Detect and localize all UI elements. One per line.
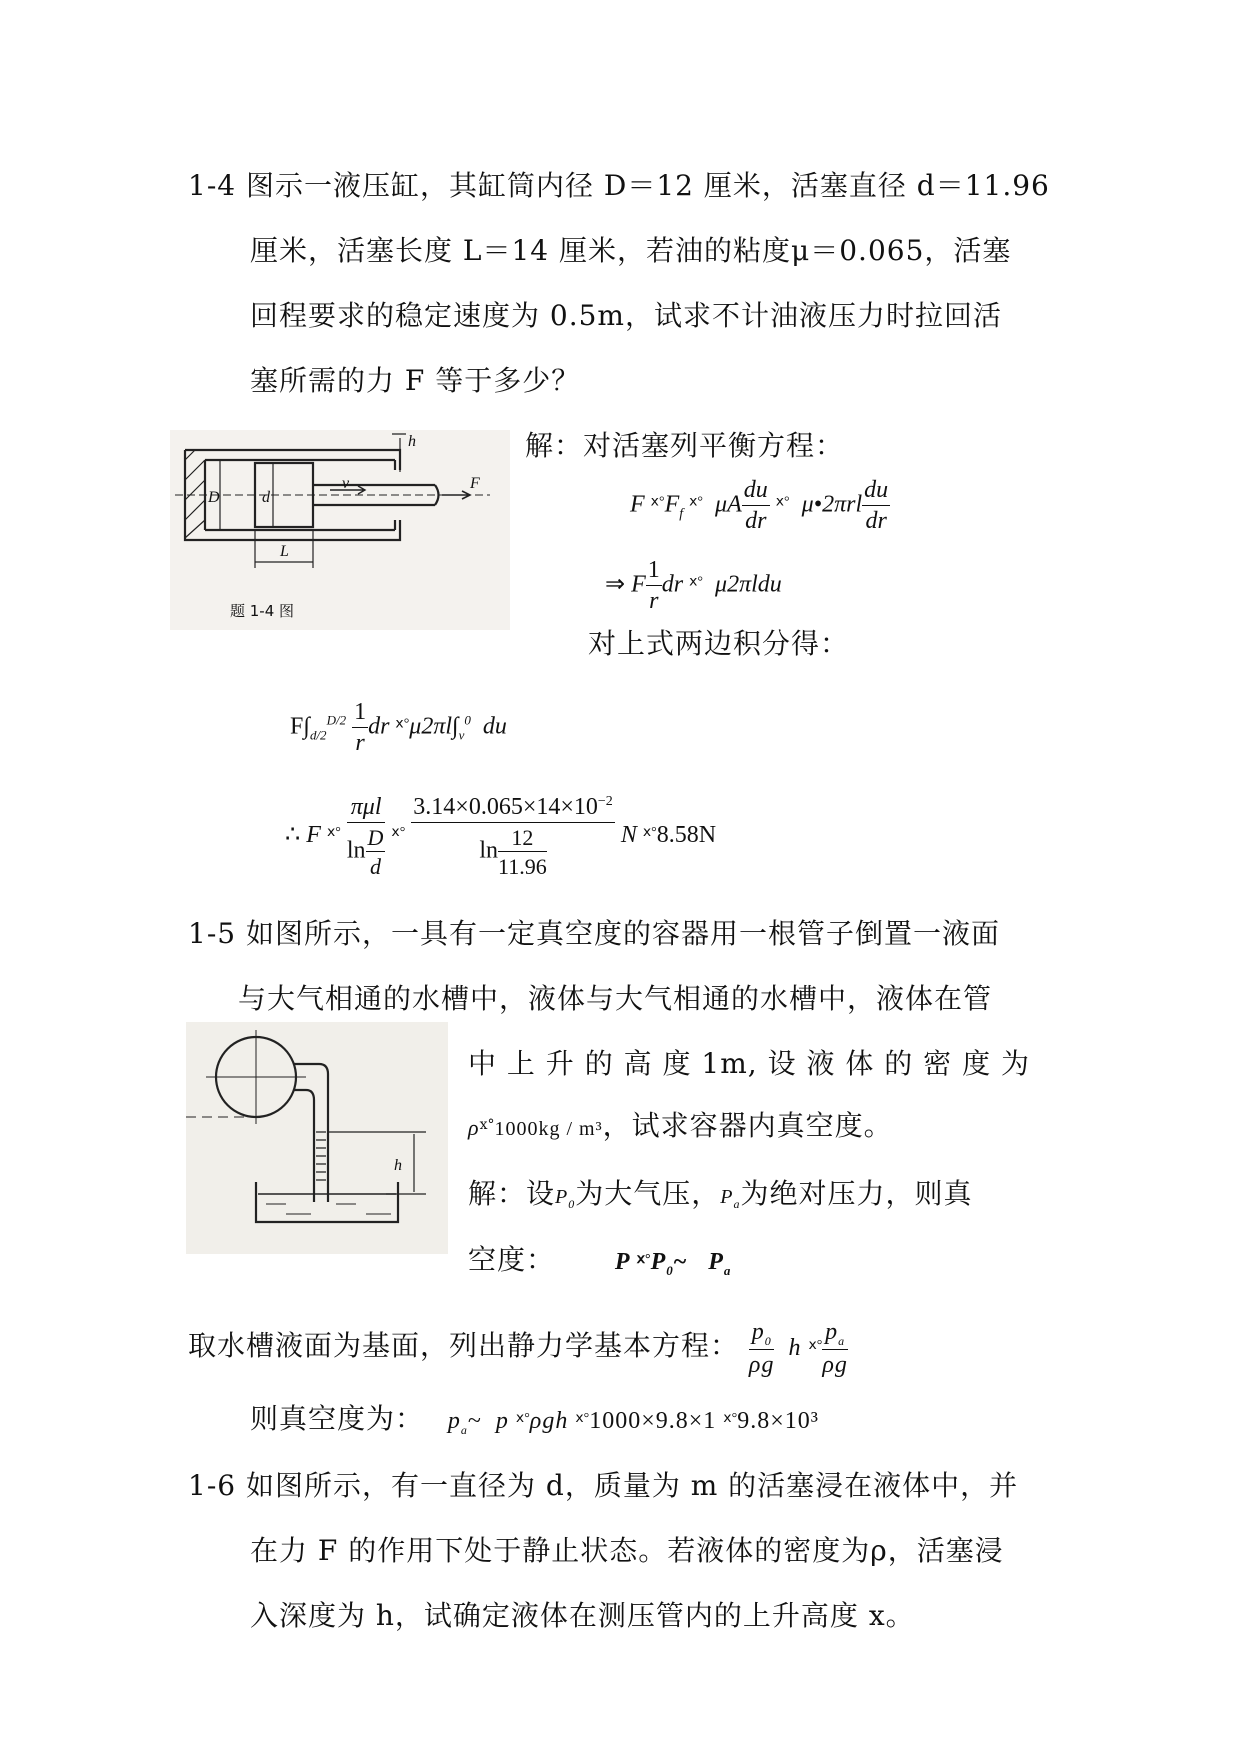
density-symbol: ρ [468,1115,480,1140]
result-den-num: 12 [498,826,547,852]
equation-result: ∴ F $^{ⅹ^\circ}$ πμl ln $\frac{D}{d}$ $^{ⅹ^\circ}$ $3.14\times 0.065\times 14\times 10^{-2}$ ln $\frac{12}{11.96}$ N $^{ⅹ^\circ}$8.58N [285,794,717,880]
base-line-text: 取水槽液面为基面，列出静力学基本方程： [188,1328,740,1362]
problem-1-5-line-2: 与大气相通的水槽中，液体与大气相通的水槽中，液体在管 [238,982,993,1015]
equation-balance: F $^{ⅹ^\circ}F_f$ $^{ⅹ^\circ}$ μA $\frac{du}{dr}$ $^{ⅹ^\circ}$ μ•2πrl $\frac{du}{dr}$ [630,477,889,535]
sol-d: 空度： [468,1243,556,1276]
vacuum-statement: 则真空度为： $p_a\sim$ p $^{ⅹ^\circ}$ρgh $^{ⅹ^\circ}$1000×9.8×1 $^{ⅹ^\circ}$9.8×10³ [250,1402,819,1437]
fig-label-F: F [470,475,480,492]
base-line-statement: 取水槽液面为基面，列出静力学基本方程： $\frac{p_0}{\rho g}$ h $^{ⅹ^\circ}$ $\frac{p_a}{\rho g}$ [188,1319,848,1379]
solution-1-5-line-1: 解：设$P_0$为大气压，$P_a$为绝对压力，则真 [468,1177,973,1211]
fig-label-d: d [262,489,270,506]
problem-1-4-line-4: 塞所需的力 F 等于多少？ [250,364,581,397]
result-numerator: 3.14×0.065×14×10 [413,794,598,820]
problem-1-5-question: ，试求容器内真空度。 [602,1109,893,1142]
problem-1-4-line-1: 1-4 图示一液压缸，其缸筒内径 D＝12 厘米，活塞直径 d＝11.96 [188,169,1050,202]
sol-a: 解：设 [468,1177,556,1210]
vacuum-label: 则真空度为： [250,1402,425,1435]
vacuum-eq: 1000×9.8×1 [589,1408,717,1434]
problem-1-4-line-3: 回程要求的稳定速度为 0.5m，试求不计油液压力时拉回活 [250,299,1002,332]
problem-1-6-line-3: 入深度为 h，试确定液体在测压管内的上升高度 x。 [250,1599,915,1632]
solution-1-4-intro: 解：对活塞列平衡方程： [525,429,845,462]
result-den-den: 11.96 [498,854,547,880]
integrate-note: 对上式两边积分得： [588,627,850,660]
problem-1-4-line-2: 厘米，活塞长度 L＝14 厘米，若油的粘度μ＝0.065，活塞 [250,234,1012,267]
problem-1-5-line-3: 中 上 升 的 高 度 1m, 设 液 体 的 密 度 为 [468,1047,1030,1080]
result-value: 8.58N [656,822,717,849]
problem-1-6-line-1: 1-6 如图所示，有一直径为 d，质量为 m 的活塞浸在液体中，并 [188,1469,1019,1502]
problem-1-6-line-2: 在力 F 的作用下处于静止状态。若液体的密度为ρ，活塞浸 [250,1534,1004,1567]
sol-b: 为大气压， [575,1177,721,1210]
fig-label-L: L [280,543,289,560]
equation-integral: $F\int_{d/2}^{D/2}$ $\frac{1}{r}$ dr $^{ⅹ^\circ}\mu 2\pi l\int_v^0$ du [290,699,507,757]
figure-1-4 [170,430,510,630]
sol-c: 为绝对压力，则真 [740,1177,973,1210]
problem-1-5-line-1: 1-5 如图所示，一具有一定真空度的容器用一根管子倒置一液面 [188,917,1000,950]
problem-1-5-line-4: $\rho^{ⅹ^\circ}1000kg / m^3$，试求容器内真空度。 [468,1109,893,1142]
solution-1-5-line-2: 空度： P $^{ⅹ^\circ}P_0\sim$ $P_a$ [468,1243,732,1278]
figure-1-4-caption: 题 1-4 图 [230,602,295,620]
figure-1-5 [186,1022,448,1254]
density-value: 1000kg / m³ [494,1118,603,1140]
vacuum-result: 9.8×10³ [737,1408,819,1434]
fig-label-h-1-5: h [394,1157,402,1174]
fig-label-D: D [208,489,220,506]
fig-label-v: v [342,475,350,492]
equation-rearranged: ⇒ F $\frac{1}{r}$ dr $^{ⅹ^\circ}$ μ2πldu [605,557,782,615]
fig-label-h: h [408,433,416,450]
